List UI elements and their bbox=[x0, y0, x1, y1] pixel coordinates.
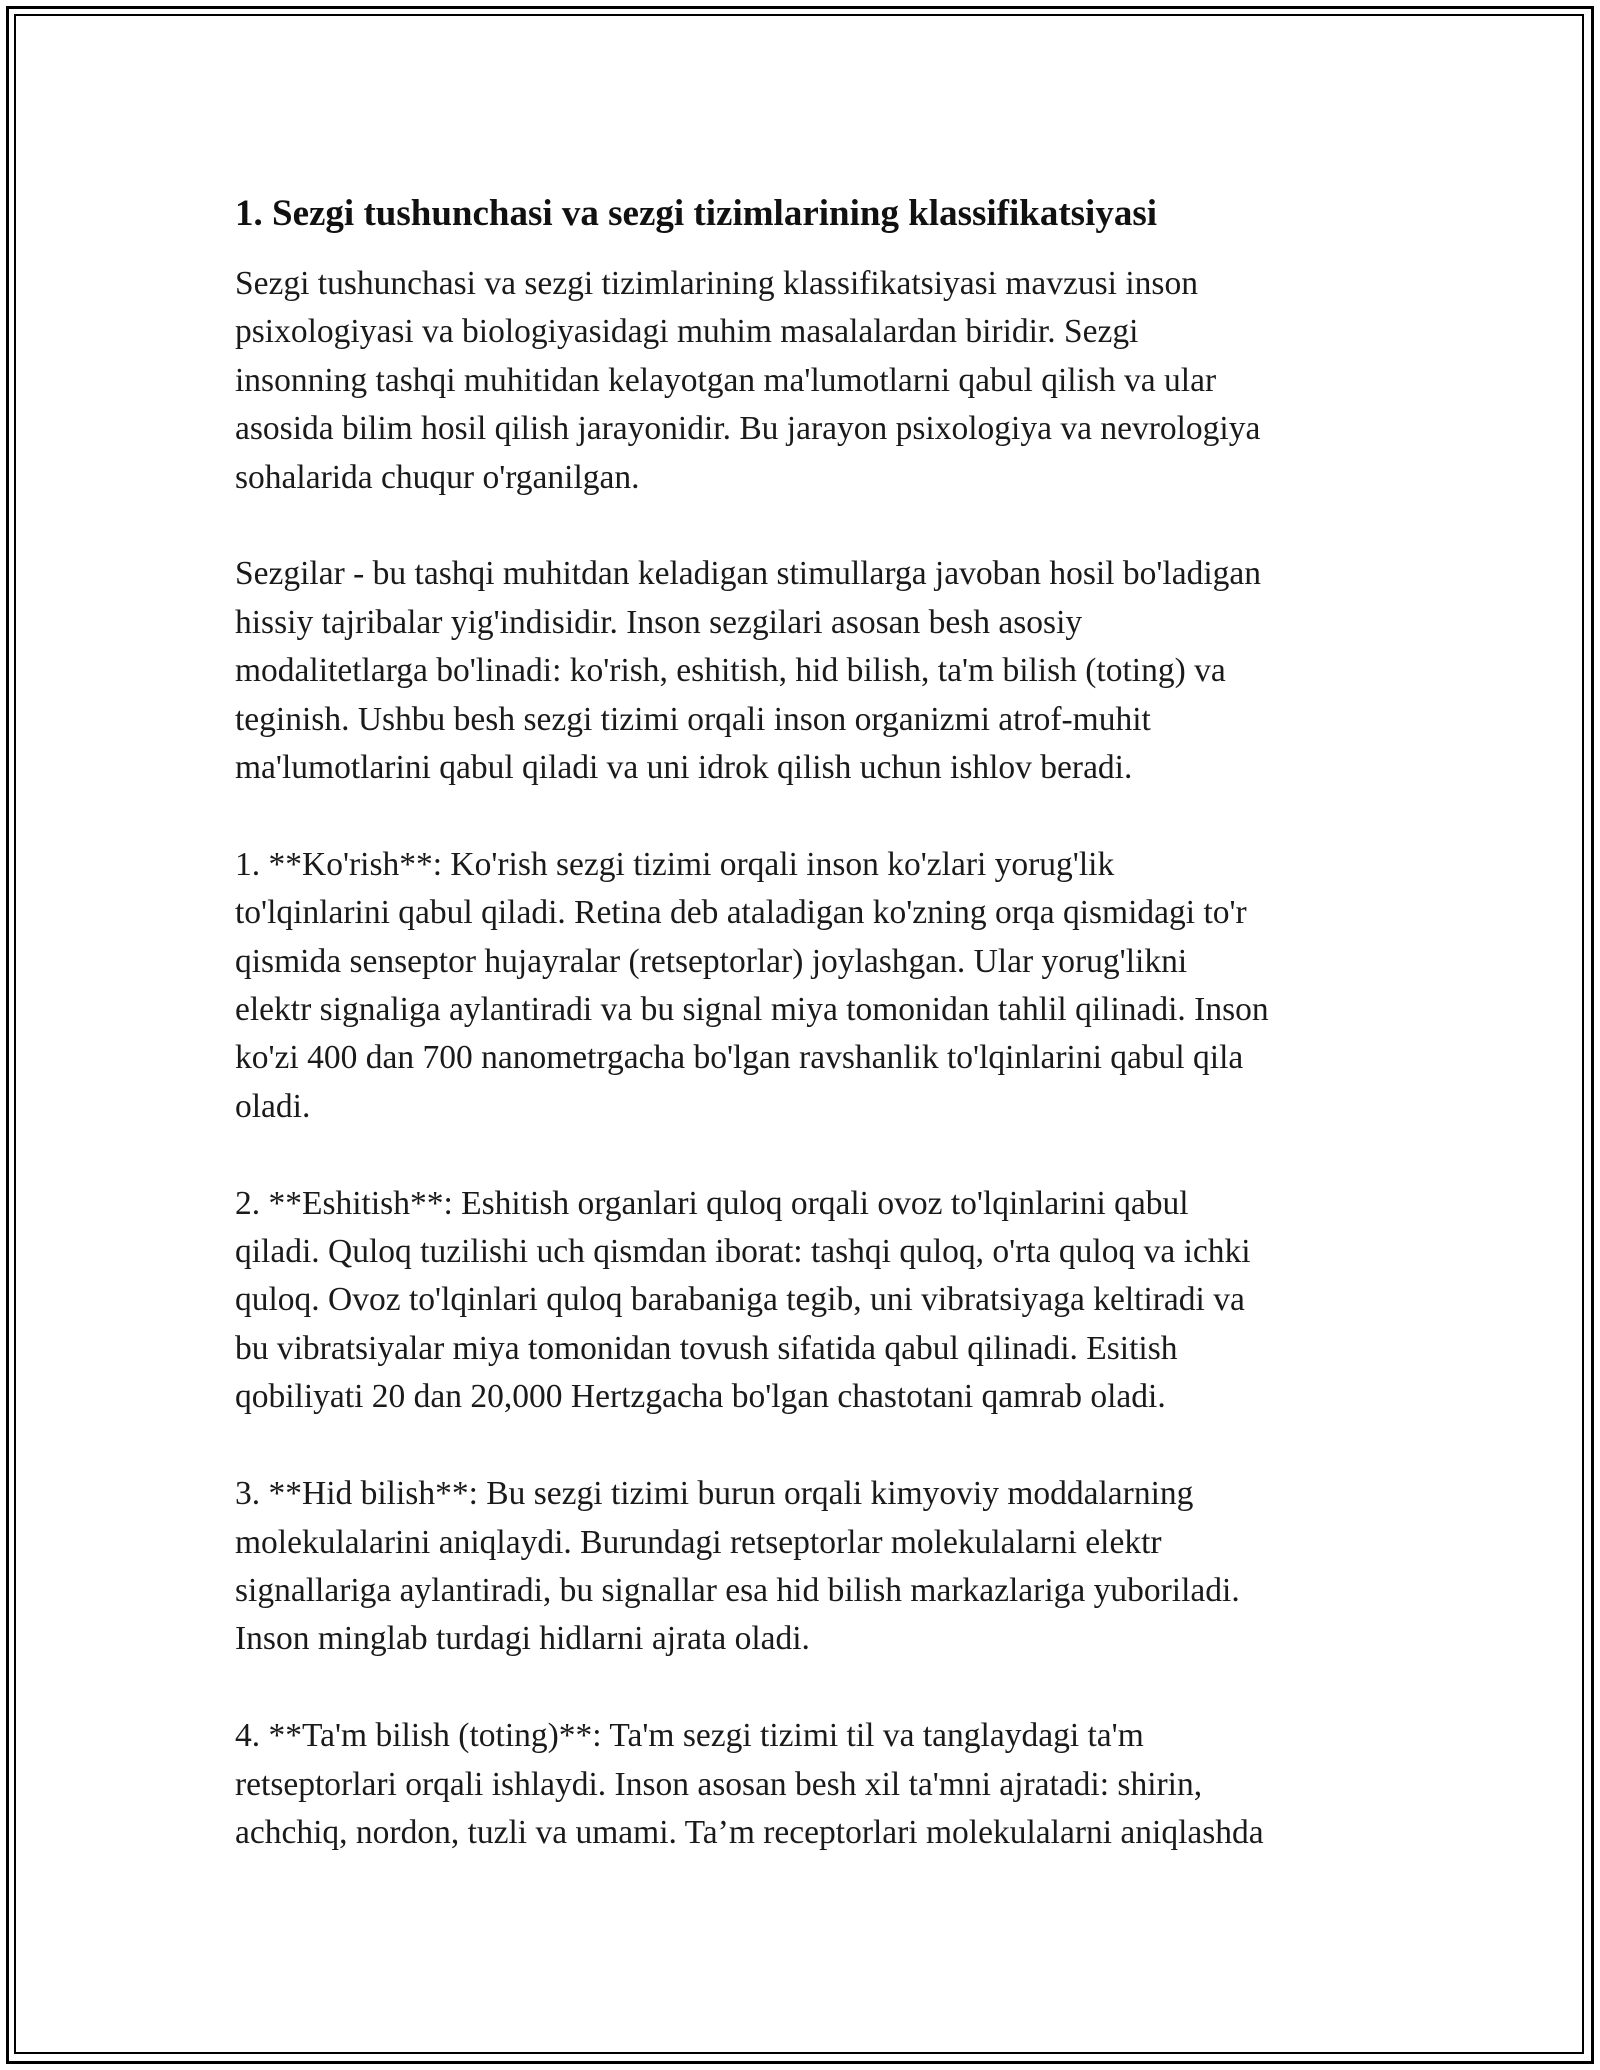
document-body bbox=[235, 188, 1375, 1857]
vision-paragraph: 1. **Ko'rish**: Ko'rish sezgi tizimi orqali inson ko'zlari yorug'lik to'lqinlarini qabul qiladi. Retina deb ataladigan ko'zning orqa qismidagi to'r qismida senseptor hujayralar (retseptorlar) joylashgan. Ular yorug'likni elektr signaliga aylantiradi va bu signal miya tomonidan tahlil qilinadi. Inson ko'zi 400 dan 700 nanometrgacha bo'lgan ravshanlik to'lqinlarini qabul qila oladi. bbox=[235, 845, 1269, 1125]
section-title: 1. Sezgi tushunchasi va sezgi tizimlarining klassifikatsiyasi bbox=[235, 193, 1158, 234]
senses-overview-paragraph: Sezgilar - bu tashqi muhitdan keladigan stimullarga javoban hosil bo'ladigan hissiy tajribalar yig'indisidir. Inson sezgilari asosan besh asosiy modalitetlarga bo'linadi: ko'rish, eshitish, hid bilish, ta'm bilish (toting) va teginish. Ushbu besh sezgi tizimi orqali inson organizmi atrof-muhit ma'lumotlarini qabul qiladi va uni idrok qilish uchun ishlov beradi. bbox=[235, 555, 1262, 787]
hearing-paragraph: 2. **Eshitish**: Eshitish organlari quloq orqali ovoz to'lqinlarini qabul qiladi. Quloq tuzilishi uch qismdan iborat: tashqi quloq, o'rta quloq va ichki quloq. Ovoz to'lqinlari quloq barabaniga tegib, uni vibratsiyaga keltiradi va bu vibratsiyalar miya tomonidan tovush sifatida qabul qilinadi. Esitish qobiliyati 20 dan 20,000 Hertzgacha bo'lgan chastotani qamrab oladi. bbox=[235, 1184, 1251, 1416]
smell-paragraph: 3. **Hid bilish**: Bu sezgi tizimi burun orqali kimyoviy moddalarning molekulalarini aniqlaydi. Burundagi retseptorlar molekulalarni elektr signallariga aylantiradi, bu signallar esa hid bilish markazlariga yuboriladi. Inson minglab turdagi hidlarni ajrata oladi. bbox=[235, 1475, 1240, 1658]
taste-paragraph: 4. **Ta'm bilish (toting)**: Ta'm sezgi tizimi til va tanglaydagi ta'm retseptorlari orqali ishlaydi. Inson asosan besh xil ta'mni ajratadi: shirin, achchiq, nordon, tuzli va umami. Ta’m receptorlari molekulalarni aniqlashda bbox=[235, 1717, 1264, 1851]
intro-paragraph: Sezgi tushunchasi va sezgi tizimlarining klassifikatsiyasi mavzusi inson psixologiyasi va biologiyasidagi muhim masalalardan biridir. Sezgi insonning tashqi muhitidan kelayotgan ma'lumotlarni qabul qilish va ular asosida bilim hosil qilish jarayonidir. Bu jarayon psixologiya va nevrologiya sohalarida chuqur o'rganilgan. bbox=[235, 265, 1261, 496]
